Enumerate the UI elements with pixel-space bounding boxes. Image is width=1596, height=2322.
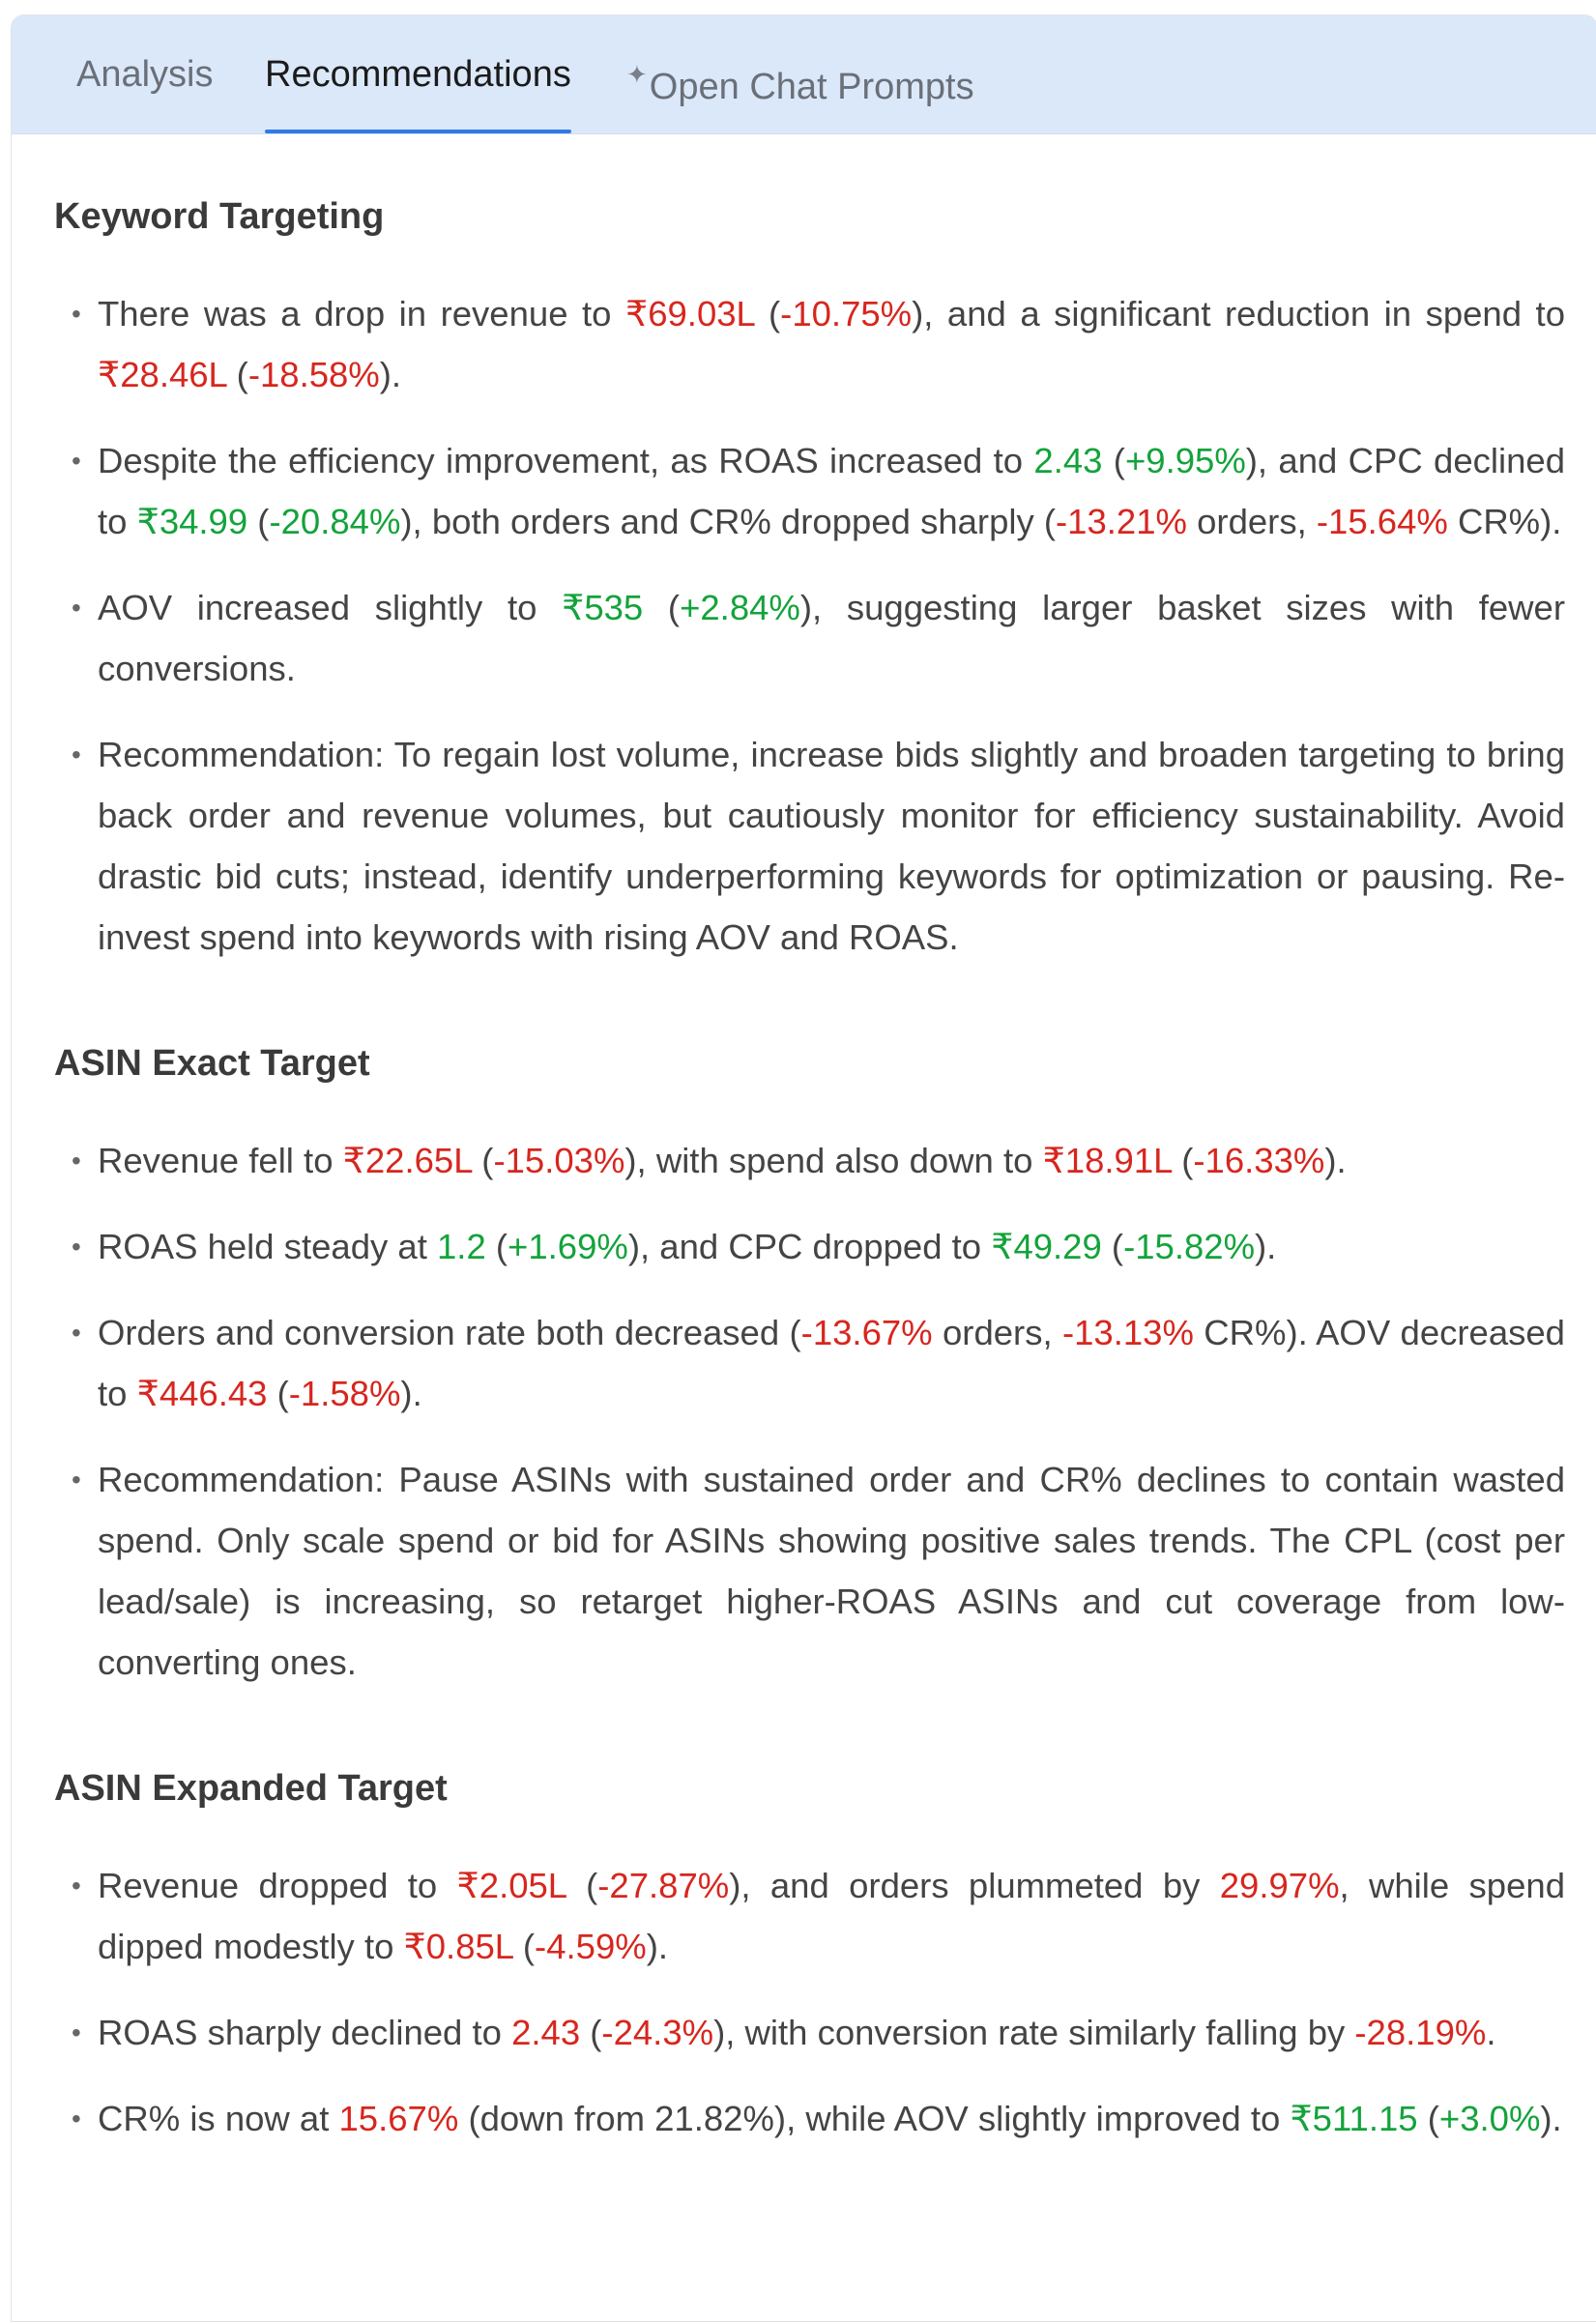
bullet-text: CR%). [1447, 502, 1562, 541]
bullet-text: ), both orders and CR% dropped sharply ( [400, 502, 1057, 541]
bullet-text: ). [646, 1927, 668, 1966]
negative-metric: 15.67% [338, 2099, 459, 2138]
bullet-text: ( [485, 1227, 508, 1266]
bullet-text: ). [1540, 2099, 1562, 2138]
negative-metric: -13.67% [800, 1313, 933, 1352]
bullet-text: ( [754, 294, 781, 334]
bullet-text: ). [1324, 1141, 1347, 1180]
bullet-text: ( [1101, 1227, 1124, 1266]
bullet-text: There was a drop in revenue to [98, 294, 625, 334]
positive-metric: ₹49.29 [991, 1227, 1102, 1266]
bullet-item [54, 2088, 1565, 2149]
tab-open-chat-prompts-label: Open Chat Prompts [649, 67, 974, 107]
bullet-text: ). [379, 355, 402, 394]
bullet-text: ( [226, 355, 248, 394]
bullet-text: Revenue dropped to [98, 1866, 457, 1905]
tab-analysis-label: Analysis [76, 54, 214, 95]
active-tab-indicator [265, 130, 571, 133]
negative-metric: ₹446.43 [136, 1374, 268, 1413]
tab-analysis[interactable] [76, 15, 214, 133]
bullet-text: Revenue fell to [98, 1141, 343, 1180]
bullet-text: Recommendation: Pause ASINs with sustained order and CR% declines to contain wasted spend. Only scale spend or bid for ASINs showing positive sales trends. The CPL (cost per lead/sale) is increasing, so retarget higher-ROAS ASINs and cut coverage from low-converting ones. [98, 1460, 1565, 1682]
bullet-item [54, 724, 1565, 968]
bullet-text: Orders and conversion rate both decreased ( [98, 1313, 801, 1352]
positive-metric: -20.84% [269, 502, 401, 541]
tab-open-chat-prompts[interactable] [626, 15, 974, 133]
bullet-text: ). [1255, 1227, 1277, 1266]
negative-metric: -28.19% [1354, 2013, 1487, 2052]
negative-metric: 2.43 [511, 2013, 581, 2052]
negative-metric: ₹2.05L [456, 1866, 566, 1905]
bullet-list [54, 239, 1565, 968]
positive-metric: +1.69% [508, 1227, 628, 1266]
bullet-text: ). [400, 1374, 422, 1413]
bullet-text: orders, [1186, 502, 1317, 541]
positive-metric: 2.43 [1033, 441, 1103, 480]
bullet-list [54, 1086, 1565, 1693]
recommendations-panel [11, 15, 1596, 2322]
negative-metric: -10.75% [780, 294, 913, 334]
negative-metric: -15.64% [1316, 502, 1448, 541]
bullet-text: Recommendation: To regain lost volume, increase bids slightly and broaden targeting to bring back order and revenue volumes, but cautiously monitor for efficiency sustainability. Avoid drastic bid cuts; instead, identify underperforming keywords for optimization or pausing. Re-invest spend into keywords with rising AOV and ROAS. [98, 735, 1565, 957]
negative-metric: -24.3% [601, 2013, 714, 2052]
negative-metric: ₹22.65L [342, 1141, 473, 1180]
bullet-text: ( [472, 1141, 494, 1180]
bullet-text: , while spend dipped modestly to [98, 1866, 1565, 1966]
bullet-text: ), with conversion rate similarly falling by [713, 2013, 1355, 2052]
bullet-item [54, 1130, 1565, 1191]
bullet-item [54, 430, 1565, 552]
positive-metric: ₹511.15 [1290, 2099, 1418, 2138]
tab-bar [12, 15, 1596, 134]
section-title: ASIN Exact Target [54, 1043, 370, 1084]
bullet-item [54, 283, 1565, 405]
bullet-text: CR%). AOV decreased to [98, 1313, 1565, 1413]
bullet-text: ), suggesting larger basket sizes with fewer conversions. [98, 588, 1565, 688]
positive-metric: +3.0% [1438, 2099, 1541, 2138]
bullet-text: ), with spend also down to [624, 1141, 1043, 1180]
bullet-item [54, 1302, 1565, 1424]
negative-metric: -1.58% [288, 1374, 401, 1413]
sparkle-icon: ✦ [626, 60, 648, 89]
positive-metric: -15.82% [1123, 1227, 1256, 1266]
bullet-text: ( [643, 588, 681, 627]
positive-metric: ₹535 [562, 588, 644, 627]
bullet-text: . [1486, 2013, 1496, 2052]
bullet-text: AOV increased slightly to [98, 588, 563, 627]
bullet-item [54, 2002, 1565, 2063]
negative-metric: ₹28.46L [98, 355, 227, 394]
negative-metric: -4.59% [535, 1927, 647, 1966]
positive-metric: ₹34.99 [136, 502, 248, 541]
bullet-text: ), and a significant reduction in spend to [912, 294, 1565, 334]
negative-metric: -16.33% [1193, 1141, 1325, 1180]
negative-metric: -15.03% [493, 1141, 625, 1180]
bullet-text: ROAS sharply declined to [98, 2013, 512, 2052]
bullet-text: CR% is now at [98, 2099, 339, 2138]
tab-recommendations[interactable] [265, 15, 571, 133]
positive-metric: +9.95% [1124, 441, 1246, 480]
bullet-text: Despite the efficiency improvement, as ROAS increased to [98, 441, 1034, 480]
bullet-text: (down from 21.82%), while AOV slightly improved to [458, 2099, 1291, 2138]
positive-metric: +2.84% [680, 588, 800, 627]
section-title: ASIN Expanded Target [54, 1768, 448, 1809]
bullet-text: ( [580, 2013, 602, 2052]
negative-metric: -13.21% [1056, 502, 1187, 541]
bullet-text: ( [1417, 2099, 1439, 2138]
recommendations-content [12, 134, 1596, 2149]
negative-metric: ₹0.85L [403, 1927, 513, 1966]
bullet-text: ( [1102, 441, 1125, 480]
bullet-text: ), and CPC dropped to [627, 1227, 992, 1266]
bullet-text: ), and CPC declined to [98, 441, 1565, 541]
negative-metric: ₹18.91L [1042, 1141, 1173, 1180]
bullet-text: ROAS held steady at [98, 1227, 437, 1266]
negative-metric: -13.13% [1061, 1313, 1194, 1352]
bullet-text: orders, [932, 1313, 1062, 1352]
positive-metric: 1.2 [437, 1227, 486, 1266]
bullet-text: ), and orders plummeted by [729, 1866, 1220, 1905]
bullet-text: ( [267, 1374, 289, 1413]
section-title: Keyword Targeting [54, 196, 385, 237]
bullet-text: ( [1172, 1141, 1194, 1180]
bullet-text: ( [566, 1866, 598, 1905]
bullet-item [54, 1449, 1565, 1693]
bullet-item [54, 1216, 1565, 1277]
bullet-item [54, 1855, 1565, 1977]
tab-recommendations-label: Recommendations [265, 54, 571, 95]
negative-metric: ₹69.03L [624, 294, 755, 334]
negative-metric: -27.87% [597, 1866, 730, 1905]
bullet-text: ( [512, 1927, 536, 1966]
bullet-text: ( [247, 502, 270, 541]
bullet-list [54, 1811, 1565, 2149]
bullet-item [54, 577, 1565, 699]
negative-metric: 29.97% [1219, 1866, 1340, 1905]
negative-metric: -18.58% [247, 355, 380, 394]
